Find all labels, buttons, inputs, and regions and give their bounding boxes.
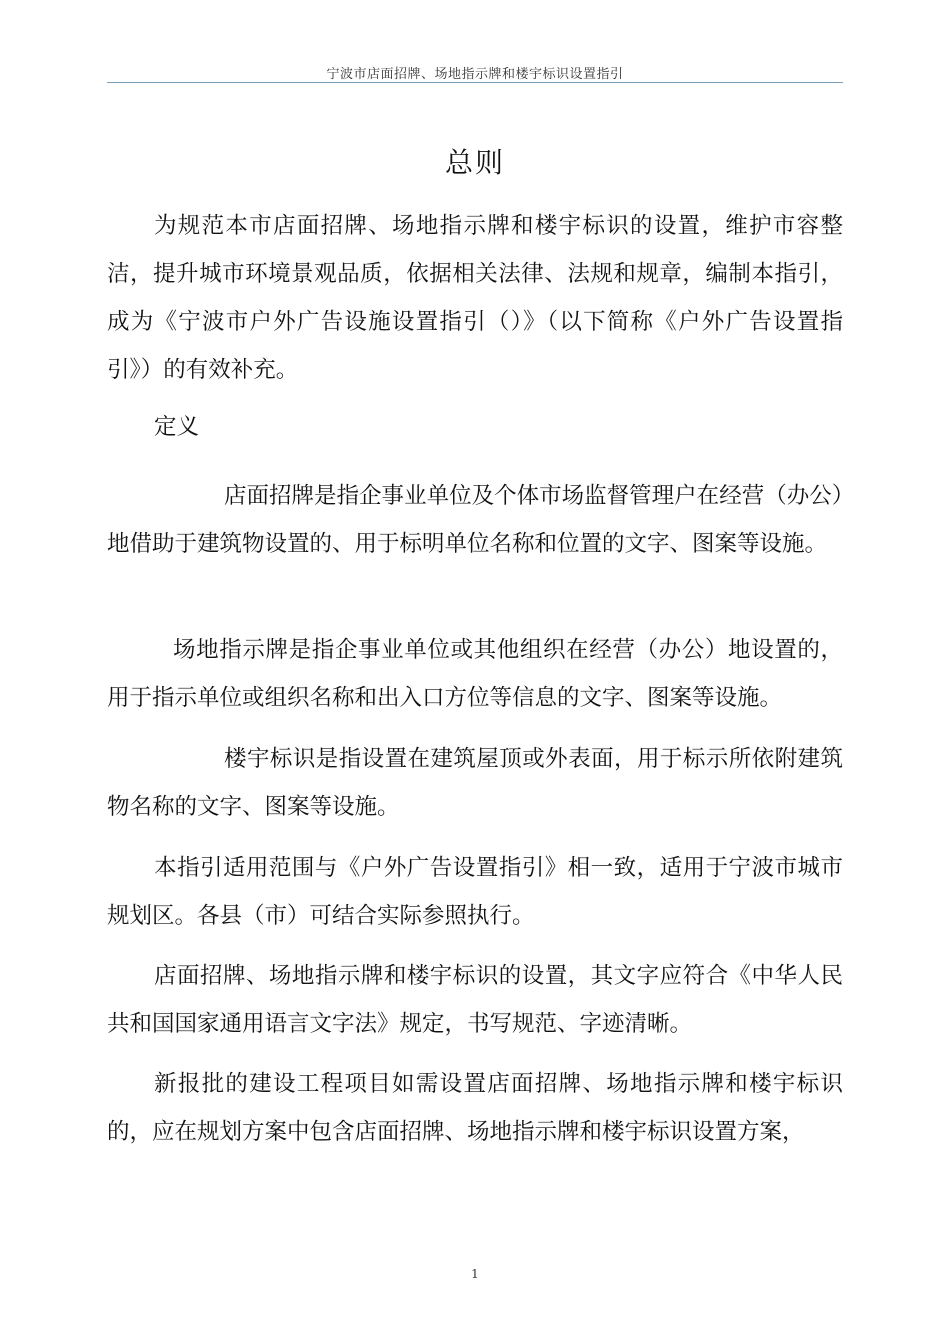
paragraph-purpose: 为规范本市店面招牌、场地指示牌和楼宇标识的设置，维护市容整洁，提升城市环境景观品质，依据相关法律、法规和规章，编制本指引，成为《宁波市户外广告设施设置指引（）》（以下简称《户外广告设置指引》）的有效补充。	[107, 213, 843, 383]
paragraph-scope: 本指引适用范围与《户外广告设置指引》相一致，适用于宁波市城市规划区。各县（市）可结合实际参照执行。	[107, 855, 843, 929]
section-title: 总则	[444, 146, 505, 179]
paragraph-definitions-heading: 定义	[154, 414, 200, 440]
header-divider	[107, 82, 843, 83]
paragraph-storefront-sign: 店面招牌是指企事业单位及个体市场监督管理户在经营（办公）地借助于建筑物设置的、用于标明单位名称和位置的文字、图案等设施。	[107, 483, 843, 557]
running-header: 宁波市店面招牌、场地指示牌和楼宇标识设置指引	[326, 67, 624, 82]
paragraph-site-sign: 场地指示牌是指企事业单位或其他组织在经营（办公）地设置的，用于指示单位或组织名称和出入口方位等信息的文字、图案等设施。	[107, 637, 843, 711]
paragraph-language: 店面招牌、场地指示牌和楼宇标识的设置，其文字应符合《中华人民共和国国家通用语言文字法》规定，书写规范、字迹清晰。	[107, 963, 843, 1037]
paragraph-new-projects: 新报批的建设工程项目如需设置店面招牌、场地指示牌和楼宇标识的，应在规划方案中包含店面招牌、场地指示牌和楼宇标识设置方案，	[107, 1071, 843, 1145]
paragraph-building-sign: 楼宇标识是指设置在建筑屋顶或外表面，用于标示所依附建筑物名称的文字、图案等设施。	[107, 746, 843, 820]
page-number: 1	[471, 1267, 479, 1281]
